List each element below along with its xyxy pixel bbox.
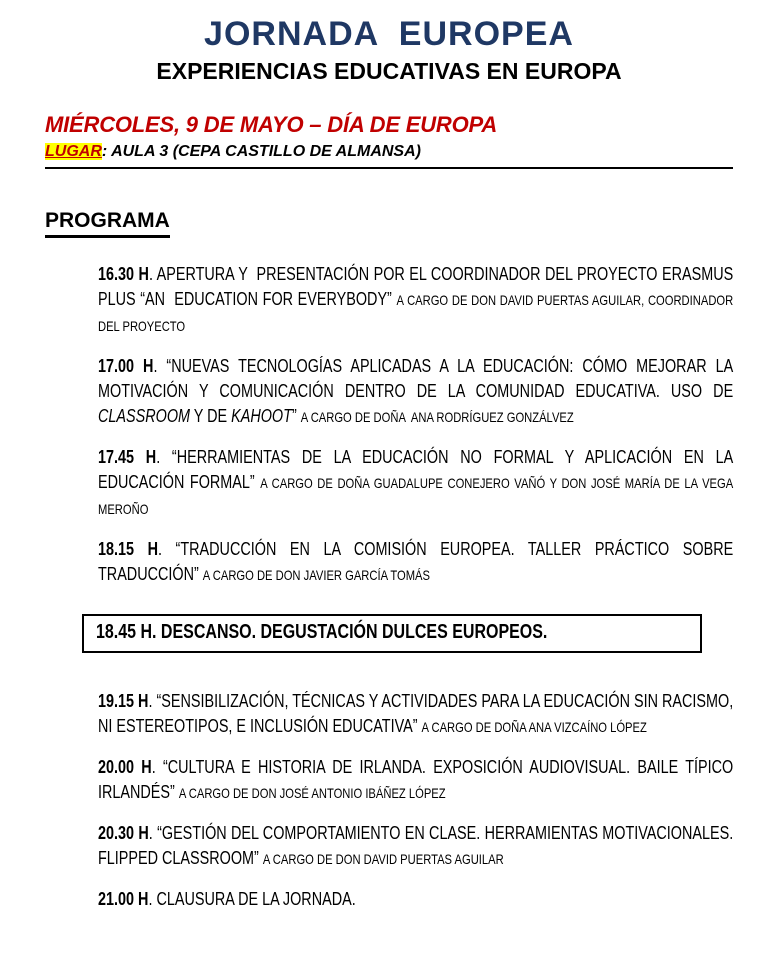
program-item-title: . APERTURA Y PRESENTACIÓN POR EL COORDINADOR DEL PROYECTO ERASMUS PLUS “AN EDUCATION FOR EVERYBODY” xyxy=(98,264,738,309)
program-item-text xyxy=(98,537,737,588)
program-item-speaker: A CARGO DE DOÑA ANA RODRÍGUEZ GONZÁLVEZ xyxy=(300,409,574,425)
program-list xyxy=(96,262,738,912)
program-item xyxy=(98,821,738,872)
program-item xyxy=(98,354,738,430)
program-heading xyxy=(45,209,733,238)
event-date-heading: MIÉRCOLES, 9 DE MAYO – DÍA DE EUROPA xyxy=(45,112,498,137)
program-item-time: 17.00 H xyxy=(98,356,154,376)
program-item-text xyxy=(98,755,738,806)
program-item-time: 16.30 H xyxy=(98,264,149,284)
document-subtitle: EXPERIENCIAS EDUCATIVAS EN EUROPA xyxy=(156,58,622,84)
program-item-text xyxy=(98,445,738,522)
program-item xyxy=(98,689,738,740)
program-item-time: 18.15 H xyxy=(98,539,158,559)
program-item-text xyxy=(98,887,733,912)
program-item-title: . “NUEVAS TECNOLOGÍAS APLICADAS A LA EDUCACIÓN: CÓMO MEJORAR LA MOTIVACIÓN Y COMUNICACIÓN DENTRO DE LA COMUNIDAD EDUCATIVA. USO DE CLASSROOM Y DE KAHOOT” xyxy=(98,356,738,426)
program-item-text xyxy=(98,262,738,339)
document-title: JORNADA EUROPEA xyxy=(204,15,574,53)
program-break-box xyxy=(82,614,702,653)
program-item-title: . “GESTIÓN DEL COMPORTAMIENTO EN CLASE. HERRAMIENTAS MOTIVACIONALES. FLIPPED CLASSROOM” xyxy=(98,823,738,868)
program-break-text: 18.45 H. DESCANSO. DEGUSTACIÓN DULCES EUROPEOS. xyxy=(96,621,548,643)
program-item-text xyxy=(98,354,738,430)
program-heading-text: PROGRAMA xyxy=(45,209,170,238)
program-item-title: . “CULTURA E HISTORIA DE IRLANDA. EXPOSICIÓN AUDIOVISUAL. BAILE TÍPICO IRLANDÉS” xyxy=(98,757,738,802)
program-item-speaker: A CARGO DE DOÑA GUADALUPE CONEJERO VAÑÓ Y DON JOSÉ MARÍA DE LA VEGA MEROÑO xyxy=(98,475,737,517)
program-item xyxy=(98,537,737,588)
program-item-title: . CLAUSURA DE LA JORNADA. xyxy=(148,889,356,909)
program-item-title: . “HERRAMIENTAS DE LA EDUCACIÓN NO FORMAL Y APLICACIÓN EN LA EDUCACIÓN FORMAL” xyxy=(98,447,738,492)
program-item-text xyxy=(98,689,738,740)
location-label-highlight: LUGAR xyxy=(45,143,102,160)
location-value: : AULA 3 (CEPA CASTILLO DE ALMANSA) xyxy=(101,143,421,160)
program-item xyxy=(98,445,738,522)
program-item-speaker: A CARGO DE DON JAVIER GARCÍA TOMÁS xyxy=(202,567,430,583)
program-item-time: 17.45 H xyxy=(98,447,157,467)
italic-term: KAHOOT xyxy=(231,406,292,426)
italic-term: CLASSROOM xyxy=(98,406,191,426)
program-item-time: 19.15 H xyxy=(98,691,149,711)
program-item xyxy=(98,755,738,806)
program-item xyxy=(98,262,738,339)
program-item-speaker: A CARGO DE DON DAVID PUERTAS AGUILAR, COORDINADOR DEL PROYECTO xyxy=(98,292,737,334)
event-location-line xyxy=(45,142,733,169)
program-item-speaker: A CARGO DE DON JOSÉ ANTONIO IBÁÑEZ LÓPEZ xyxy=(178,785,446,801)
program-item xyxy=(98,887,733,912)
program-item-title: . “SENSIBILIZACIÓN, TÉCNICAS Y ACTIVIDADES PARA LA EDUCACIÓN SIN RACISMO, NI ESTEREOTIPOS, E INCLUSIÓN EDUCATIVA” xyxy=(98,691,738,736)
program-item-speaker: A CARGO DE DOÑA ANA VIZCAÍNO LÓPEZ xyxy=(421,719,647,735)
program-item-text xyxy=(98,821,738,872)
program-item-time: 21.00 H xyxy=(98,889,149,909)
program-item-title: . “TRADUCCIÓN EN LA COMISIÓN EUROPEA. TALLER PRÁCTICO SOBRE TRADUCCIÓN” xyxy=(98,539,737,584)
program-item-speaker: A CARGO DE DON DAVID PUERTAS AGUILAR xyxy=(262,851,504,867)
program-item-time: 20.30 H xyxy=(98,823,149,843)
program-item-time: 20.00 H xyxy=(98,757,152,777)
